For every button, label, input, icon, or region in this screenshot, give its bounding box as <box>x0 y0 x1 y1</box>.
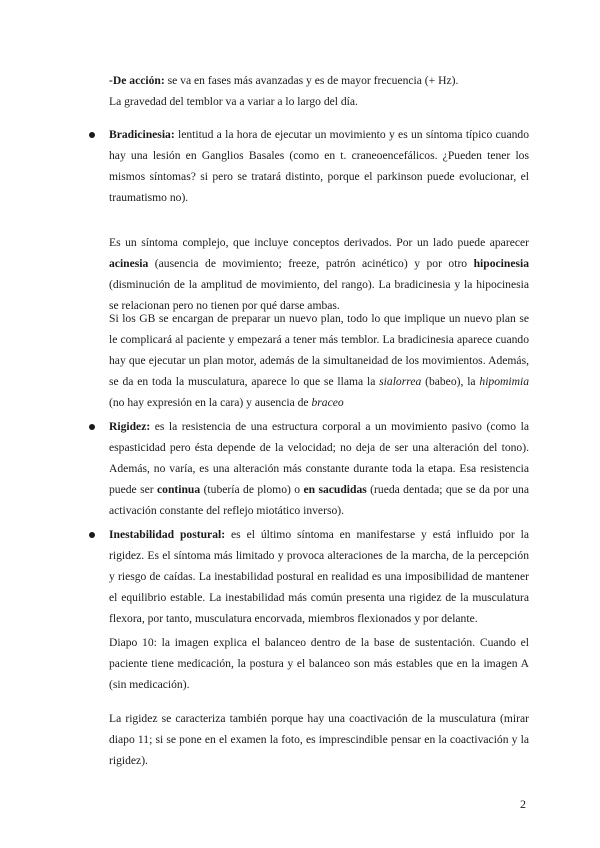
bradicinesia-p3 <box>109 308 529 413</box>
rigidez-paragraph <box>109 416 529 521</box>
gravedad-line: La gravedad del temblor va a variar a lo largo del día. <box>109 95 358 108</box>
bradicinesia-p3-a: Si los GB se encargan de preparar un nuevo plan, todo lo que implique un nuevo plan se le complicará al paciente y empezará a tener más temblor. La bradicinesia aparece cuando hay que ejecutar un plan motor, además de la simultaneidad de los movimientos. Además, se da en toda la musculatura, aparece lo que se llama la <box>109 312 529 388</box>
inestabilidad-term: Inestabilidad postural: <box>109 528 226 541</box>
sialorrea-term: sialorrea <box>379 375 422 388</box>
rigidez-text-c: (rueda dentada; que se da por una activación constante del reflejo miotático inverso). <box>109 483 529 517</box>
bradicinesia-p2-a: Es un síntoma complejo, que incluye conceptos derivados. Por un lado puede aparecer <box>109 236 529 249</box>
bradicinesia-p2-c: (disminución de la amplitud de movimiento, del rango). La bradicinesia y la hipocinesia se relacionan pero no tienen por qué darse ambas. <box>109 278 529 312</box>
bullet-rigidez <box>89 424 95 430</box>
continua-term: continua <box>157 483 201 496</box>
bradicinesia-section <box>109 124 529 208</box>
hipocinesia-term: hipocinesia <box>473 257 529 270</box>
inestabilidad-p3: La rigidez se caracteriza también porque hay una coactivación de la musculatura (mirar diapo 11; si se pone en el examen la foto, es imprescindible pensar en la coactivación y la rigidez). <box>109 712 529 767</box>
inestabilidad-p1 <box>109 524 529 629</box>
hipomimia-term: hipomimia <box>479 375 529 388</box>
inestabilidad-section <box>109 524 529 629</box>
rigidez-text-b: (tubería de plomo) o <box>200 483 304 496</box>
bradicinesia-p3-block <box>109 308 529 413</box>
inestabilidad-p3-block <box>109 708 529 771</box>
bradicinesia-p3-c: (no hay expresión en la cara) y ausencia de <box>109 396 312 409</box>
bradicinesia-term: Bradicinesia: <box>109 128 175 141</box>
bradicinesia-p2 <box>109 232 529 316</box>
inestabilidad-p2-block <box>109 632 529 695</box>
inestabilidad-p2: Diapo 10: la imagen explica el balanceo dentro de la base de sustentación. Cuando el paciente tiene medicación, la postura y el balanceo son más estables que en la imagen A (sin medicación). <box>109 636 529 691</box>
bradicinesia-p3-b: (babeo), la <box>421 375 480 388</box>
accion-text: se va en fases más avanzadas y es de mayor frecuencia (+ Hz). <box>164 74 459 87</box>
bullet-bradicinesia <box>89 132 95 138</box>
rigidez-text-a: es la resistencia de una estructura corporal a un movimiento pasivo (como la espasticidad pero ésta depende de la velocidad; no deja de ser una alteración del tono). Además, no varía, es una alteración más constante durante toda la etapa. Esa resistencia puede ser <box>109 420 529 496</box>
braceo-term: braceo <box>311 396 344 409</box>
bradicinesia-p1 <box>109 124 529 208</box>
bradicinesia-p2-block <box>109 232 529 316</box>
acinesia-term: acinesia <box>109 257 149 270</box>
bradicinesia-p1-text: lentitud a la hora de ejecutar un movimiento y es un síntoma típico cuando hay una lesión en Ganglios Basales (como en t. craneoencefálicos. ¿Pueden tener los mismos síntomas? si pero se tratará distinto, porque el parkinson puede evolucionar, el traumatismo no). <box>109 128 529 204</box>
inestabilidad-p1-text: es el último síntoma en manifestarse y está influido por la rigidez. Es el síntoma más limitado y provoca alteraciones de la marcha, de la percepción y riesgo de caídas. La inestabilidad postural en realidad es una imposibilidad de mantener el equilibrio estable. La inestabilidad más común presenta una rigidez de la musculatura flexora, por tanto, musculatura encorvada, miembros flexionados y por delante. <box>109 528 530 625</box>
bullet-inestabilidad <box>89 532 95 538</box>
rigidez-section <box>109 416 529 521</box>
page-number: 2 <box>520 797 526 811</box>
bradicinesia-p2-b: (ausencia de movimiento; freeze, patrón acinético) y por otro <box>148 257 474 270</box>
rigidez-term: Rigidez: <box>109 420 151 433</box>
accion-label: -De acción: <box>109 74 165 87</box>
intro-section <box>109 70 529 112</box>
accion-line <box>109 70 529 91</box>
sacudidas-term: en sacudidas <box>303 483 367 496</box>
